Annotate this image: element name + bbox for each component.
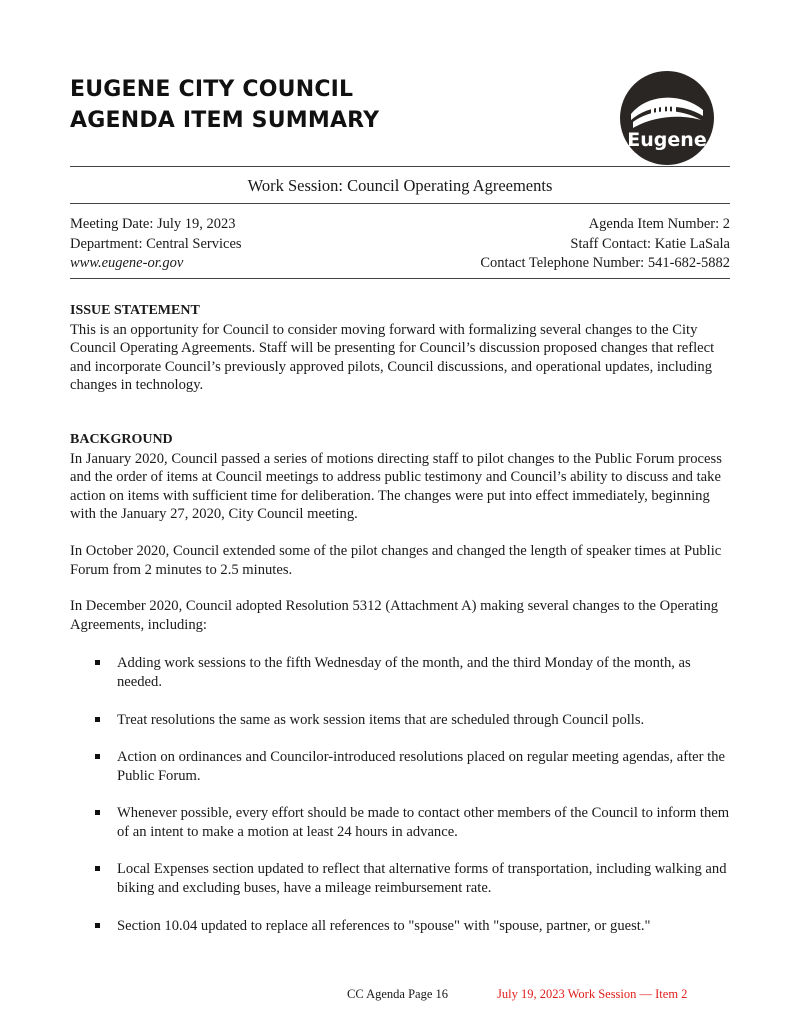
changes-list — [70, 654, 735, 935]
list-item-text: Adding work sessions to the fifth Wednesday of the month, and the third Monday of the month, as needed. — [117, 655, 691, 690]
contact-phone: Contact Telephone Number: 541-682-5882 — [480, 255, 730, 271]
bullet-icon — [95, 754, 100, 759]
list-item-text: Whenever possible, every effort should be made to contact other members of the Council to inform them of an intent to make a motion at least 24 hours in advance. — [117, 805, 730, 840]
agenda-item-number: Agenda Item Number: 2 — [588, 216, 730, 232]
meta-right-block — [480, 215, 730, 274]
bullet-icon — [95, 660, 100, 665]
meta-rule — [70, 278, 730, 279]
background-paragraph: In January 2020, Council passed a series of motions directing staff to pilot changes to the Public Forum process and the order of items at Council meetings to address public testimony and Council’s ability to discuss and take action on items with sufficient time for deliberation. The changes were put into effect immediately, beginning with the January 27, 2020, City Council meeting. — [70, 450, 722, 523]
bullet-icon — [95, 810, 100, 815]
bullet-icon — [95, 923, 100, 928]
issue-statement-text: This is an opportunity for Council to consider moving forward with formalizing several changes to the City Council Operating Agreements. Staff will be presenting for Council’s discussion proposed changes that reflect and incorporate Council’s previously approved pilots, Council discussions, and operational updates, including changes in technology. — [70, 321, 715, 394]
website[interactable]: www.eugene-or.gov — [70, 255, 184, 271]
document-title — [70, 74, 379, 136]
header-rule — [70, 166, 730, 167]
list-item — [70, 654, 735, 691]
list-item-text: Treat resolutions the same as work session items that are scheduled through Council polls. — [117, 711, 645, 728]
background-paragraph: In October 2020, Council extended some of the pilot changes and changed the length of speaker times at Public Forum from 2 minutes to 2.5 minutes. — [70, 542, 722, 578]
list-item-text: Local Expenses section updated to reflect that alternative forms of transportation, including walking and biking and excluding buses, have a mileage reimbursement rate. — [117, 861, 727, 897]
eugene-logo — [619, 70, 715, 166]
list-item — [70, 917, 735, 936]
title-line-2: AGENDA ITEM SUMMARY — [70, 108, 380, 133]
list-item — [70, 711, 735, 730]
department: Department: Central Services — [70, 235, 242, 252]
list-item — [70, 860, 735, 897]
background-paragraph: In December 2020, Council adopted Resolution 5312 (Attachment A) making several changes to the Operating Agreements, including: — [70, 598, 719, 633]
document-body — [70, 302, 735, 954]
title-line-1: EUGENE CITY COUNCIL — [70, 77, 354, 102]
meeting-date: Meeting Date: July 19, 2023 — [70, 216, 236, 232]
logo-text: Eugene — [627, 129, 707, 151]
bullet-icon — [95, 866, 100, 871]
list-item — [70, 804, 735, 841]
footer-session-label: July 19, 2023 Work Session — Item 2 — [497, 987, 688, 1001]
background-heading: BACKGROUND — [70, 431, 173, 447]
list-item — [70, 748, 735, 785]
staff-contact: Staff Contact: Katie LaSala — [570, 235, 730, 252]
subject-title: Work Session: Council Operating Agreements — [247, 176, 553, 195]
meta-left-block — [70, 215, 242, 274]
list-item-text: Action on ordinances and Councilor-introduced resolutions placed on regular meeting agendas, after the Public Forum. — [117, 749, 725, 784]
issue-statement-heading: ISSUE STATEMENT — [70, 303, 200, 318]
bullet-icon — [95, 717, 100, 722]
subject-rule — [70, 203, 730, 204]
footer-page-number: CC Agenda Page 16 — [347, 987, 449, 1001]
list-item-text: Section 10.04 updated to replace all references to "spouse" with "spouse, partner, or guest." — [117, 917, 651, 934]
